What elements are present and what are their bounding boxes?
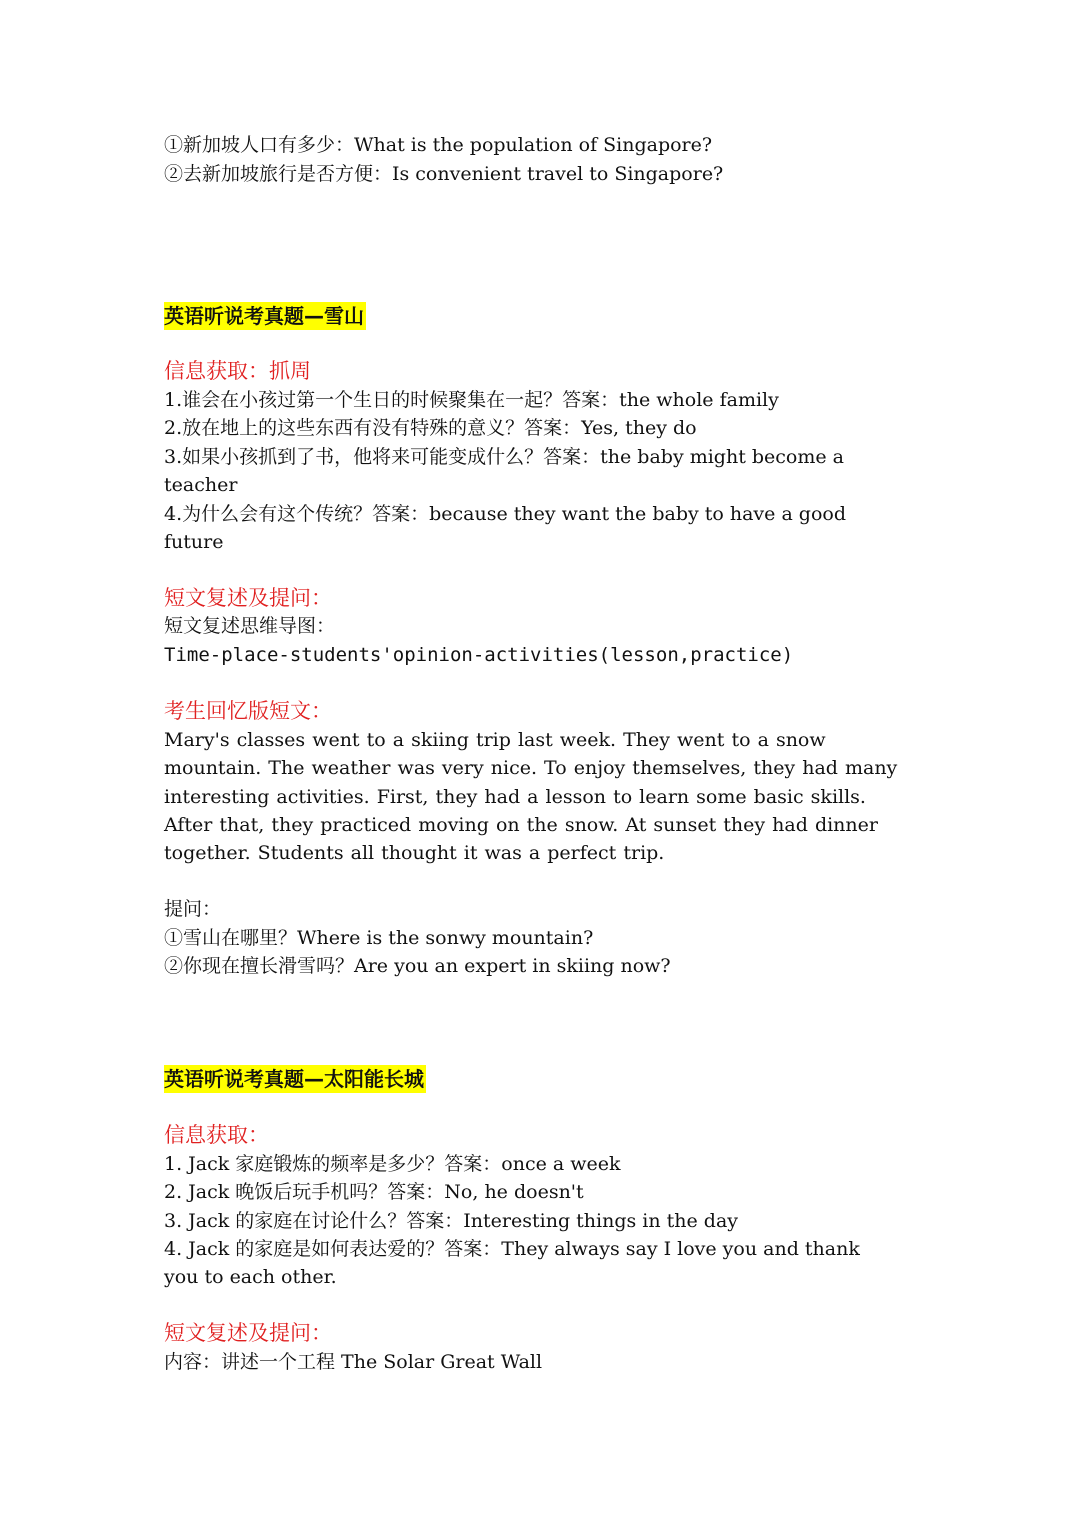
info-item: 4. Jack 的家庭是如何表达爱的？答案：They always say I love you and thank [164, 1238, 860, 1260]
info-item: 1. Jack 家庭锻炼的频率是多少？答案：once a week [164, 1153, 621, 1175]
info-item: you to each other. [164, 1266, 337, 1288]
info-item: 4.为什么会有这个传统？答案：because they want the baby to have a good [164, 503, 847, 525]
info-item: teacher [164, 474, 238, 496]
retell-label: 短文复述及提问： [164, 1321, 332, 1345]
info-item: future [164, 531, 224, 553]
info-item: 1.谁会在小孩过第一个生日的时候聚集在一起？答案：the whole family [164, 389, 779, 411]
recall-label: 考生回忆版短文： [164, 699, 332, 723]
info-item: 2. Jack 晚饭后玩手机吗？答案：No, he doesn't [164, 1181, 584, 1203]
info-item: 2.放在地上的这些东西有没有特殊的意义？答案：Yes, they do [164, 417, 697, 439]
mindmap-content: Time-place-students'opinion-activities(lesson,practice) [164, 644, 794, 666]
top-question-2: ②去新加坡旅行是否方便：Is convenient travel to Singapore? [164, 163, 724, 185]
info-label: 信息获取：抓周 [164, 359, 311, 383]
question-item: ①雪山在哪里？Where is the sonwy mountain? [164, 927, 594, 949]
section-heading-snow-mountain: 英语听说考真题—雪山 [164, 304, 364, 328]
info-item: 3.如果小孩抓到了书，他将来可能变成什么？答案：the baby might become a [164, 446, 844, 468]
top-question-1: ①新加坡人口有多少：What is the population of Singapore? [164, 134, 713, 156]
section-heading-solar-great-wall: 英语听说考真题—太阳能长城 [164, 1067, 424, 1091]
content-line: 内容：讲述一个工程 The Solar Great Wall [164, 1351, 543, 1373]
retell-label: 短文复述及提问： [164, 586, 332, 610]
info-item: 3. Jack 的家庭在讨论什么？答案：Interesting things in the day [164, 1210, 739, 1232]
recall-passage: Mary's classes went to a skiing trip last week. They went to a snow mountain. The weather was very nice. To enjoy themselves, they had many interesting activities. First, they had a lesson to learn some basic skills. After that, they practiced moving on the snow. At sunset they had dinner together. Students all thought it was a perfect trip. [164, 729, 898, 865]
questions-label: 提问： [164, 898, 222, 920]
info-label: 信息获取： [164, 1123, 269, 1147]
question-item: ②你现在擅长滑雪吗？Are you an expert in skiing now? [164, 955, 671, 977]
mindmap-title: 短文复述思维导图： [164, 615, 336, 637]
